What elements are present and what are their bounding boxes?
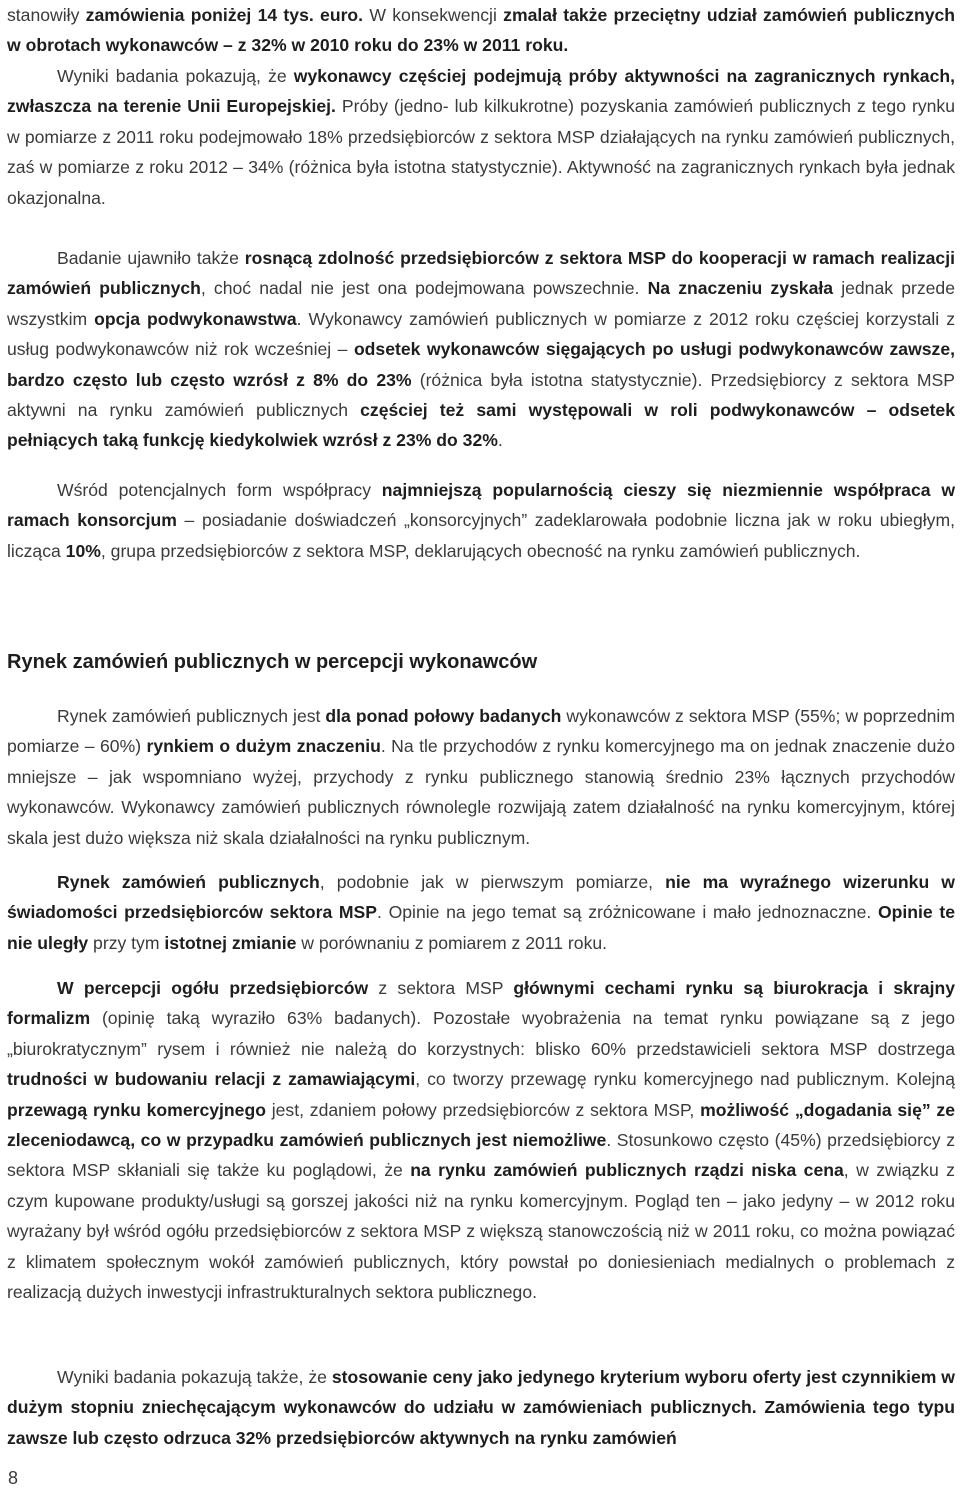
text-run: (różnica była istotna statystycznie). Przedsiębiorcy z sektora MSP aktywni na rynku zamówień publicznych [7,369,955,421]
bold-text: odsetek wykonawców sięgających po usługi podwykonawców zawsze, bardzo często lub często wzrósł z 8% do 23% [7,339,956,390]
text-run: z sektora MSP [368,978,514,998]
text-run: . [497,430,503,451]
bold-text: W percepcji ogółu przedsiębiorców [57,978,369,998]
bold-text: istotnej zmianie [164,932,297,953]
paragraph [7,0,955,61]
bold-text: Na znaczeniu zyskała [647,278,834,299]
text-run: , co tworzy przewagę rynku komercyjnego nad publicznym. Kolejną [415,1069,955,1090]
paragraph-text [7,475,955,566]
bold-text: opcja podwykonawstwa [94,308,297,329]
text-run: w porównaniu z pomiarem z 2011 roku. [296,932,608,953]
text-run: , podobnie jak w pierwszym pomiarze, [319,872,666,892]
bold-text: wykonawcy częściej podejmują próby aktywności na zagranicznych rynkach, zwłaszcza na terenie Unii Europejskiej. [7,66,956,117]
text-run: Wyniki badania pokazują także, że [57,1367,332,1387]
paragraph [7,701,955,853]
paragraph [7,243,955,456]
text-run: , choć nadal nie jest ona podejmowana powszechnie. [200,278,648,299]
bold-text: rynkiem o dużym znaczeniu [146,736,381,757]
text-run: . Stosunkowo często (45%) przedsiębiorcy z sektora MSP skłaniali się także ku poglądowi, że [7,1130,955,1181]
bold-text: rosnącą zdolność przedsiębiorców z sektora MSP do kooperacji w ramach realizacji zamówień publicznych [7,248,955,299]
text-run: jest, zdaniem połowy przedsiębiorców z sektora MSP, [265,1099,701,1120]
bold-text: przewagą rynku komercyjnego [7,1099,266,1120]
paragraph-text [7,973,955,1307]
text-run: , grupa przedsiębiorców z sektora MSP, deklarujących obecność na rynku zamówień publicznych. [100,540,861,561]
page-number: 8 [8,1468,19,1488]
text-run: wykonawców z sektora MSP (55%; w poprzednim pomiarze – 60%) [7,706,955,757]
text-run: . Na tle przychodów z rynku komercyjnego ma on jednak znaczenie dużo mniejsze – jak wspomniano wyżej, przychody z rynku publicznego stanowią średnio 23% łącznych przychodów wykonawców. Wykonawcy zamówień publicznych równolegle rozwijają zatem działalność na rynku komercyjnym, której skala jest dużo większa niż skala działalności na rynku publicznym. [7,736,955,848]
bold-text: częściej też sami występowali w roli podwykonawców – odsetek pełniących taką funkcję kiedykolwiek wzrósł z 23% do 32% [7,400,955,451]
paragraph-text [7,867,955,958]
paragraph [7,475,955,566]
text-run: . Wykonawcy zamówień publicznych w pomiarze z 2012 roku częściej korzystali z usług podwykonawców niż rok wcześniej – [7,308,955,360]
bold-text: na rynku zamówień publicznych rządzi niska cena [410,1160,844,1181]
text-run: Wyniki badania pokazują, że [57,66,294,86]
bold-text: najmniejszą popularnością cieszy się niezmiennie współpraca w ramach konsorcjum [7,480,956,531]
bold-text: głównymi cechami rynku są biurokracja i skrajny formalizm [7,978,955,1029]
paragraph-text [7,243,955,456]
bold-text: trudności w budowaniu relacji z zamawiającymi [7,1069,416,1090]
text-run: W konsekwencji [363,5,504,25]
paragraph-text [7,1362,955,1453]
bold-text: nie ma wyraźnego wizerunku w świadomości przedsiębiorców sektora MSP [7,872,955,923]
text-run: Badanie ujawniło także [57,248,245,268]
bold-text: zamówienia poniżej 14 tys. euro. [85,5,364,25]
text-run: . Opinie na jego temat są zróżnicowane i mało jednoznaczne. [377,902,878,923]
text-run: Wśród potencjalnych form współpracy [57,480,382,500]
bold-text: stosowanie ceny jako jedynego kryterium wyboru oferty jest czynnikiem w dużym stopniu zniechęcającym wykonawców do udziału w zamówieniach publicznych. Zamówienia tego typu zawsze lub często odrzuca 32% przedsiębiorców aktywnych na rynku zamówień [7,1367,955,1448]
text-run: – posiadanie doświadczeń „konsorcyjnych” zadeklarowała podobnie liczna jak w roku ubiegłym, licząca [7,510,956,561]
text-run: jednak przede wszystkim [7,278,955,329]
text-run: Rynek zamówień publicznych jest [57,706,326,726]
text-run: (opinię taką wyraziło 63% badanych). Pozostałe wyobrażenia na temat rynku powiązane są z jego „biurokratycznym” rysem i również nie należą do korzystnych: blisko 60% przedstawicieli sektora MSP dostrzega [7,1008,955,1059]
bold-text: dla ponad połowy badanych [325,706,562,726]
paragraph [7,1362,955,1453]
bold-text: Rynek zamówień publicznych [57,872,320,892]
paragraph-text [7,0,955,61]
text-run: stanowiły [7,5,86,25]
section-heading: Rynek zamówień publicznych w percepcji wykonawców [7,651,538,673]
bold-text: zmalał także przeciętny udział zamówień publicznych w obrotach wykonawców – z 32% w 2010 roku do 23% w 2011 roku. [7,5,956,56]
text-run: Próby (jedno- lub kilkukrotne) pozyskania zamówień publicznych z tego rynku w pomiarze z 2011 roku podejmowało 18% przedsiębiorców z sektora MSP działających na rynku zamówień publicznych, zaś w pomiarze z roku 2012 – 34% (różnica była istotna statystycznie). Aktywność na zagranicznych rynkach była jednak okazjonalna. [7,96,955,208]
paragraph [7,973,955,1307]
bold-text: możliwość „dogadania się” ze zleceniodawcą, co w przypadku zamówień publicznych jest niemożliwe [7,1099,956,1151]
paragraph [7,61,955,213]
bold-text: 10% [65,540,101,561]
paragraph [7,867,955,958]
text-run: przy tym [88,932,165,953]
bold-text: Opinie te nie uległy [7,902,955,953]
paragraph-text [7,61,955,213]
text-run: , w związku z czym kupowane produkty/usługi są gorszej jakości niż na rynku komercyjnym. Pogląd ten – jako jedyny – w 2012 roku wyrażany był wśród ogółu przedsiębiorców z sektora MSP z większą stanowczością niż w 2011 roku, co można powiązać z klimatem społecznym wokół zamówień publicznych, który powstał po doniesieniach medialnych o problemach z realizacją dużych inwestycji infrastrukturalnych sektora publicznego. [7,1160,955,1303]
paragraph-text [7,701,955,853]
